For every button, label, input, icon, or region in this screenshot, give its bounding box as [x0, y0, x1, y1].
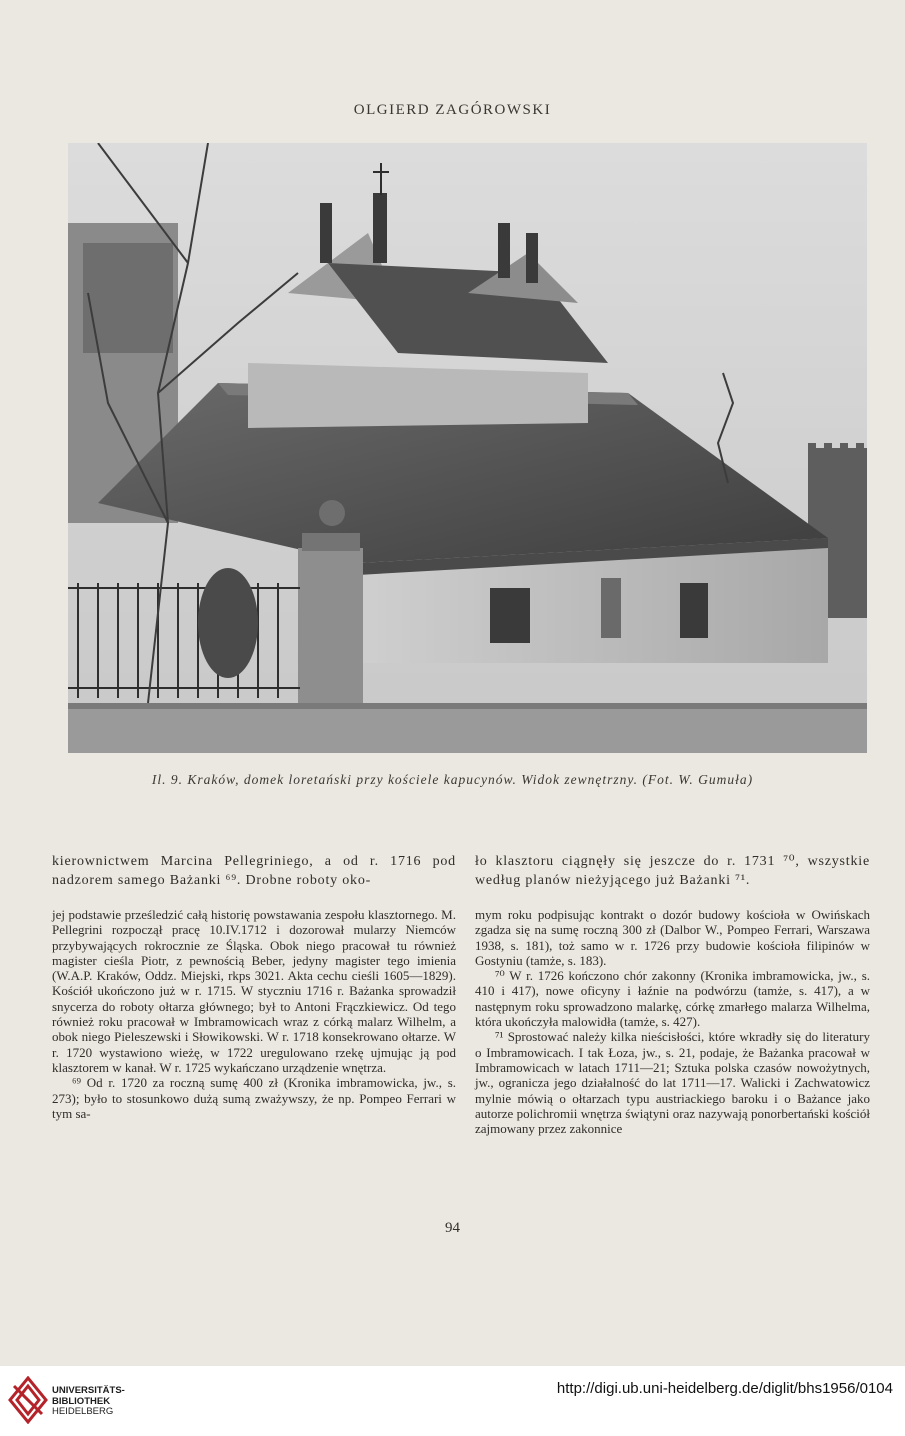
running-header: OLGIERD ZAGÓROWSKI: [353, 102, 552, 118]
figure-caption: Il. 9. Kraków, domek loretański przy kościele kapucynów. Widok zewnętrzny. (Fot. W. Gumuła): [151, 772, 754, 787]
footnote-69-continuation: mym roku podpisując kontrakt o dozór budowy kościoła w Owińskach zgadza się na sumę roczną 300 zł (Dalbor W., Pompeo Ferrari, Warszawa 1938, s. 181), toż samo w r. 1726 przy budowie kościoła filipinów w Gostyniu (tamże, s. 183).: [475, 907, 870, 968]
figure-photograph: [68, 143, 867, 753]
footnotes-left: [52, 907, 456, 1121]
footnote-68-continuation: jej podstawie prześledzić całą historię powstawania zespołu klasztornego. M. Pellegrini rozpoczął pracę 10.IV.1712 i dozorował mularzy Niemców przybywających rokrocznie ze Śląska. Obok niego pracował tu również magister cieśla Piotr, z pewnością Beber, jedyny magister tego imienia (W.A.P. Kraków, Oddz. Miejski, rkps 3021. Akta cechu cieśli 1605—1829). Kościół ukończono już w r. 1715. W styczniu 1716 r. Bażanka sprowadził snycerza do roboty ołtarza głównego; był to Antoni Frączkiewicz. Od tego również roku pracował w Imbramowicach wraz z córką malarz Wilhelm, a obok niego Pieleszewski i Słowikowski. W r. 1718 konsekrowano ołtarze. W r. 1720 wystawiono wieżę, w 1722 uregulowano rzekę ujmując ją pod klasztorem w kanał. W r. 1725 wykańczano urządzenie wnętrza.: [52, 907, 456, 1075]
source-url-link[interactable]: http://digi.ub.uni-heidelberg.de/diglit/bhs1956/0104: [556, 1380, 893, 1397]
library-logo-icon: [8, 1376, 48, 1424]
body-text-left: kierownictwem Marcina Pellegriniego, a od r. 1716 pod nadzorem samego Bażanki ⁶⁹. Drobne roboty oko-: [52, 854, 456, 888]
footer-bar: [0, 1366, 905, 1436]
footnotes-right: [475, 907, 870, 1136]
footnote-69: ⁶⁹ Od r. 1720 za roczną sumę 400 zł (Kronika imbramowicka, jw., s. 273); było to stosunkowo dużą sumą zważywszy, że np. Pompeo Ferrari w tym sa-: [52, 1075, 456, 1121]
footnote-71: ⁷¹ Sprostować należy kilka nieścisłości, które wkradły się do literatury o Imbramowicach. I tak Łoza, jw., s. 21, podaje, że Bażanka pracował w Imbramowicach w latach 1711—21; Sztuka polska czasów nowożytnych, jw., ogranicza jego działalność do lat 1711—17. Walicki i Zachwatowicz mylnie mówią o ołtarzach typu austriackiego baroku i o Bażance jako autorze polichromii wnętrza świątyni oraz nazywają ponorbertański kościół zajmowany przez zakonnice: [475, 1029, 870, 1137]
library-name-line2: BIBLIOTHEK: [52, 1395, 111, 1407]
page-number: 94: [445, 1220, 460, 1236]
library-name-line3: HEIDELBERG: [52, 1406, 114, 1417]
body-text-right: ło klasztoru ciągnęły się jeszcze do r. 1731 ⁷⁰, wszystkie według planów nieżyjącego już Bażanki ⁷¹.: [475, 854, 870, 888]
footnote-70: ⁷⁰ W r. 1726 kończono chór zakonny (Kronika imbramowicka, jw., s. 410 i 417), nowe oficyny i łaźnie na podwórzu (tamże, s. 417), a w następnym roku sprowadzono malarkę, córkę zmarłego malarza Wilhelma, która ukończyła malowidła (tamże, s. 427).: [475, 968, 870, 1030]
library-name: [52, 1386, 125, 1418]
library-name-line1: UNIVERSITÄTS-: [52, 1385, 125, 1396]
